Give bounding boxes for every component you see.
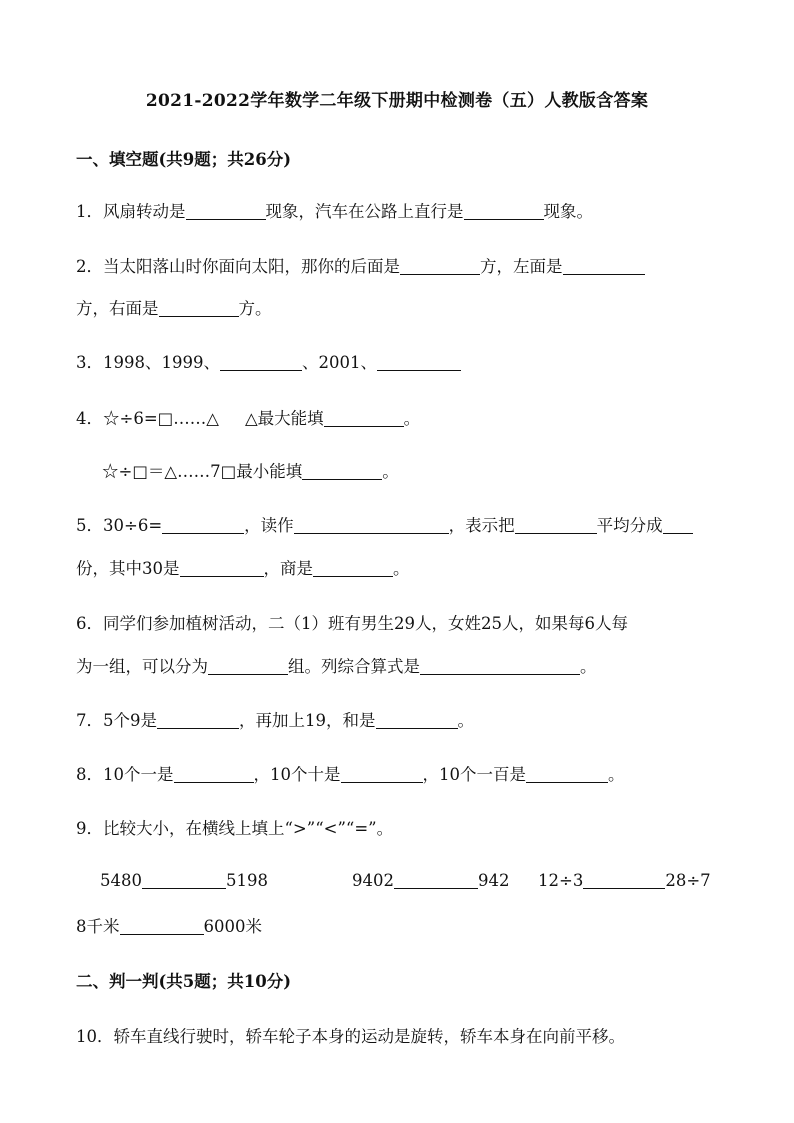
- question-10: 10．轿车直线行驶时，轿车轮子本身的运动是旋转，轿车本身在向前平移。: [76, 1027, 625, 1046]
- answer-blank[interactable]: [377, 354, 461, 372]
- question-1: 1．风扇转动是 现象，汽车在公路上直行是 现象。: [76, 202, 593, 221]
- answer-blank[interactable]: [526, 766, 608, 784]
- question-8: 8．10个一是 ，10个十是 ，10个一百是 。: [76, 765, 625, 784]
- answer-blank[interactable]: [394, 872, 478, 890]
- answer-blank[interactable]: [120, 918, 204, 936]
- section-heading-fill-blank: 一、填空题(共9题；共26分): [76, 150, 292, 169]
- answer-blank[interactable]: [400, 258, 480, 276]
- question-6-cont: 为一组，可以分为 组。列综合算式是 。: [76, 657, 597, 676]
- answer-blank[interactable]: [220, 354, 302, 372]
- section-heading-true-false: 二、判一判(共5题；共10分): [76, 972, 292, 991]
- page-title: 2021-2022学年数学二年级下册期中检测卷（五）人教版含答案: [145, 91, 649, 111]
- question-2-cont: 方，右面是 方。: [76, 299, 272, 318]
- question-4-part-2: ☆÷□＝△……7□最小能填 。: [102, 462, 399, 481]
- answer-blank[interactable]: [324, 410, 404, 428]
- answer-blank[interactable]: [208, 658, 288, 676]
- answer-blank[interactable]: [302, 463, 382, 481]
- answer-blank[interactable]: [162, 517, 244, 535]
- question-4: 4．☆÷6=□……△ △最大能填 。: [76, 409, 421, 428]
- question-5-cont: 份，其中30是 ，商是 。: [76, 559, 410, 578]
- answer-blank[interactable]: [186, 203, 266, 221]
- answer-blank[interactable]: [142, 872, 226, 890]
- compare-item-1: 5480 5198: [100, 871, 268, 890]
- answer-blank[interactable]: [313, 560, 393, 578]
- question-5: 5．30÷6= ，读作 ，表示把 平均分成: [76, 512, 693, 536]
- answer-blank[interactable]: [341, 766, 423, 784]
- answer-blank[interactable]: [464, 203, 544, 221]
- question-7: 7．5个9是 ，再加上19，和是 。: [76, 711, 474, 730]
- answer-blank[interactable]: [420, 658, 580, 676]
- answer-blank[interactable]: [180, 560, 264, 578]
- question-3: 3．1998、1999、 、2001、: [76, 349, 461, 373]
- compare-item-4: 8千米 6000米: [76, 917, 262, 936]
- compare-item-3: 12÷3 28÷7: [538, 871, 711, 890]
- compare-item-2: 9402 942: [352, 871, 510, 890]
- answer-blank[interactable]: [583, 872, 665, 890]
- answer-blank[interactable]: [376, 712, 458, 730]
- answer-blank[interactable]: [515, 517, 597, 535]
- question-9: 9．比较大小，在横线上填上“>”“<”“=”。: [76, 819, 394, 838]
- answer-blank[interactable]: [563, 258, 645, 276]
- question-2: 2．当太阳落山时你面向太阳，那你的后面是 方，左面是: [76, 253, 645, 277]
- answer-blank[interactable]: [174, 766, 254, 784]
- answer-blank[interactable]: [157, 712, 239, 730]
- answer-blank[interactable]: [663, 517, 693, 535]
- question-6: 6．同学们参加植树活动，二（1）班有男生29人，女姓25人，如果每6人每: [76, 614, 628, 633]
- answer-blank[interactable]: [159, 300, 239, 318]
- answer-blank[interactable]: [294, 517, 449, 535]
